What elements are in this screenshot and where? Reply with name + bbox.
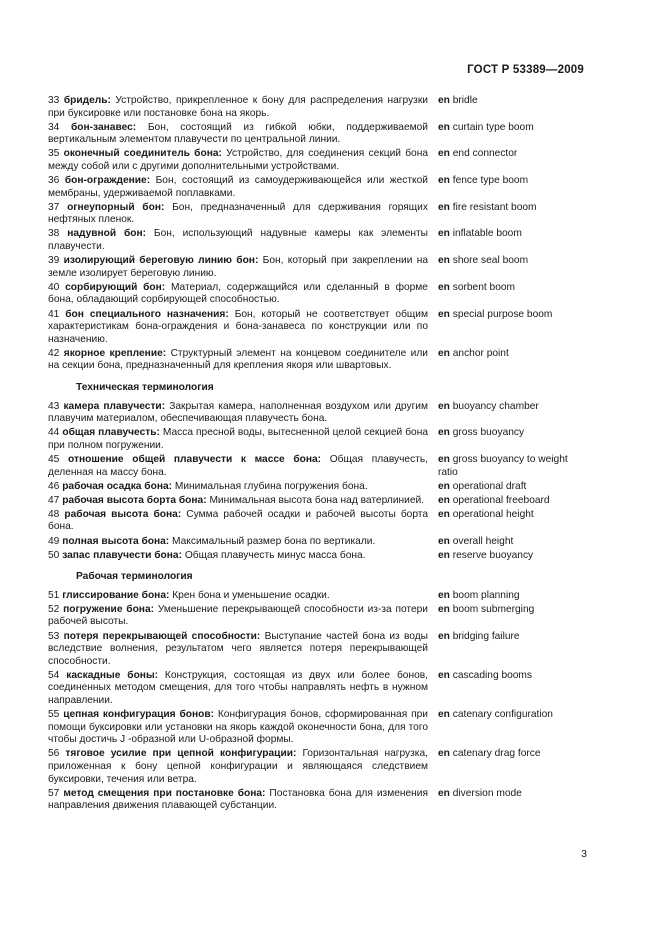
term-definition [48,481,428,494]
term-name: потеря перекрывающей способности: [63,630,261,642]
term-entry [48,454,586,479]
term-definition [48,788,428,813]
term-name: бон специального назначения: [65,308,229,320]
english-term: anchor point [452,347,509,359]
section-heading: Рабочая терминология [76,571,193,583]
term-definition [48,670,428,708]
term-number: 51 [48,589,60,601]
term-definition [48,590,428,603]
term-name: глиссирование бона: [62,589,170,601]
english-equivalent [438,550,586,563]
term-definition [48,175,428,200]
language-code: en [438,453,450,465]
english-term: buoyancy chamber [452,400,539,412]
term-entry [48,202,586,227]
definition-text: Постановка бона для изменения направления движения плавающей субстанции. [48,787,428,812]
term-entry [48,348,586,373]
term-entry [48,748,586,786]
term-entry [48,709,586,747]
term-name: сорбирующий бон: [65,281,166,293]
term-entry [48,148,586,173]
english-equivalent [438,255,586,268]
term-definition [48,282,428,307]
english-equivalent [438,670,586,683]
term-definition [48,348,428,373]
definition-text: Конструкция, состоящая из двух или более бонов, соединенных методом смещения, для того чтобы направлять нефть в нужном направлении. [48,669,428,707]
english-term: diversion mode [452,787,522,799]
term-name: погружение бона: [63,603,155,615]
term-number: 34 [48,121,60,133]
english-term: fire resistant boom [452,201,537,213]
english-term: special purpose boom [452,308,553,320]
term-number: 35 [48,148,60,160]
english-term: operational freeboard [452,494,550,506]
language-code: en [438,669,450,681]
language-code: en [438,603,450,615]
english-equivalent [438,427,586,440]
english-term: curtain type boom [452,121,534,133]
term-number: 44 [48,427,60,439]
term-definition [48,148,428,173]
term-number: 57 [48,787,60,799]
terms-list [48,95,586,814]
term-entry [48,550,586,563]
term-name: камера плавучести: [63,400,166,412]
term-entry [48,670,586,708]
term-definition [48,604,428,629]
language-code: en [438,480,450,492]
english-equivalent [438,748,586,761]
english-term: operational draft [452,480,527,492]
term-definition [48,228,428,253]
term-number: 36 [48,175,60,187]
term-name: отношение общей плавучести к массе бона: [68,453,322,465]
english-term: inflatable boom [452,228,522,240]
english-equivalent [438,309,586,322]
term-number: 54 [48,669,60,681]
term-name: общая плавучесть: [62,427,160,439]
term-entry [48,122,586,147]
english-term: gross buoyancy [452,427,525,439]
language-code: en [438,148,450,160]
term-entry [48,255,586,280]
definition-text: Уменьшение перекрывающей способности из-за потери рабочей высоты. [48,603,428,628]
term-entry [48,536,586,549]
definition-text: Общая плавучесть минус масса бона. [184,549,366,561]
term-name: полная высота бона: [62,535,170,547]
definition-text: Выступание частей бона из воды вследствие волнения, результатом чего является потеря перекрывающей способности. [48,630,428,667]
term-name: изолирующий береговую линию бон: [63,255,259,267]
english-equivalent [438,509,586,522]
term-name: оконечный соединитель бона: [63,148,222,160]
definition-text: Бон, состоящий из гибкой юбки, поддерживаемой вертикальным элементом плавучести по центральной линии. [48,121,428,146]
term-number: 53 [48,630,60,642]
term-entry [48,631,586,669]
definition-text: Сумма рабочей осадки и рабочей высоты борта бона. [48,508,428,533]
term-definition [48,122,428,147]
english-equivalent [438,454,586,479]
language-code: en [438,255,450,267]
term-definition [48,454,428,479]
term-entry [48,175,586,200]
definition-text: Материал, содержащийся или сделанный в форме бона, обладающий сорбирующей способностью. [48,281,428,306]
term-name: надувной бон: [67,228,147,240]
term-entry [48,788,586,813]
english-term: reserve buoyancy [452,549,534,561]
term-entry [48,509,586,534]
language-code: en [438,589,450,601]
term-number: 33 [48,95,60,106]
english-term: bridging failure [452,630,520,642]
language-code: en [438,748,450,760]
term-entry [48,481,586,494]
definition-text: Бон, состоящий из самоудерживающейся или жесткой мембраны, удерживаемой поплавками. [48,175,428,199]
definition-text: Масса пресной воды, вытесненной целой секцией бона при полном погружении. [48,427,428,451]
english-term: gross buoyancy to weight ratio [438,453,568,478]
term-definition [48,427,428,452]
term-number: 43 [48,400,60,412]
language-code: en [438,121,450,133]
term-definition [48,401,428,426]
term-number: 41 [48,308,60,320]
language-code: en [438,535,450,547]
definition-text: Бон, использующий надувные камеры как элементы плавучести. [48,228,428,253]
term-entry [48,309,586,347]
term-definition [48,748,428,786]
english-term: boom planning [452,589,520,601]
language-code: en [438,347,450,359]
definition-text: Максимальный размер бона по вертикали. [172,535,376,547]
language-code: en [438,787,450,799]
english-equivalent [438,536,586,549]
definition-text: Конфигурация бонов, сформированная при помощи буксировки или установки на якорь каждой оконечности бона, для того чтобы достичь J -образной или U-образной формы. [48,709,428,746]
definition-text: Минимальная глубина погружения бона. [174,480,368,492]
term-name: каскадные боны: [66,669,159,681]
english-term: sorbent boom [452,281,516,293]
definition-text: Минимальная высота бона над ватерлинией. [209,494,425,506]
english-equivalent [438,282,586,295]
term-definition [48,255,428,280]
language-code: en [438,228,450,240]
term-entry [48,495,586,508]
term-definition [48,536,428,549]
english-term: bridle [452,95,478,106]
term-number: 38 [48,228,60,240]
english-term: operational height [452,508,534,520]
term-entry [48,427,586,452]
english-term: shore seal boom [452,255,529,267]
language-code: en [438,494,450,506]
term-name: рабочая осадка бона: [62,480,173,492]
definition-text: Бон, предназначенный для сдерживания горящих нефтяных пленок. [48,201,428,226]
term-number: 52 [48,603,60,615]
english-equivalent [438,495,586,508]
term-name: рабочая высота борта бона: [62,494,207,506]
term-definition [48,495,428,508]
page-number: 3 [581,848,587,860]
term-number: 39 [48,255,60,267]
english-term: overall height [452,535,514,547]
term-definition [48,95,428,120]
language-code: en [438,281,450,293]
term-name: метод смещения при постановке бона: [63,787,266,799]
english-term: fence type boom [452,175,529,187]
term-name: рабочая высота бона: [64,508,182,520]
term-name: огнеупорный бон: [67,201,165,213]
english-term: cascading booms [452,669,533,681]
term-number: 37 [48,201,60,213]
definition-text: Бон, который при закреплении на земле изолирует береговую линию. [48,255,428,279]
term-number: 45 [48,453,60,465]
term-entry [48,604,586,629]
language-code: en [438,95,450,106]
term-definition [48,631,428,669]
definition-text: Горизонтальная нагрузка, приложенная к бону цепной конфигурации и являющаяся следствием буксировки, течения или ветра. [48,748,428,785]
english-equivalent [438,148,586,161]
language-code: en [438,630,450,642]
term-entry [48,590,586,603]
term-entry [48,95,586,120]
term-number: 56 [48,748,60,760]
english-equivalent [438,709,586,722]
english-equivalent [438,631,586,644]
english-equivalent [438,348,586,361]
english-equivalent [438,788,586,801]
language-code: en [438,308,450,320]
english-equivalent [438,228,586,241]
term-number: 42 [48,347,60,359]
english-term: boom submerging [452,603,535,615]
term-name: цепная конфигурация бонов: [63,709,214,721]
language-code: en [438,201,450,213]
term-number: 48 [48,508,60,520]
term-definition [48,309,428,347]
term-entry [48,401,586,426]
term-number: 50 [48,549,60,561]
term-definition [48,202,428,227]
english-equivalent [438,95,586,108]
english-equivalent [438,175,586,188]
english-equivalent [438,481,586,494]
term-number: 55 [48,709,60,721]
english-term: catenary configuration [452,709,553,721]
definition-text: Структурный элемент на концевом соединителе или на секции бона, предназначенный для крепления якоря или швартовых. [48,347,428,372]
term-name: тяговое усилие при цепной конфигурации: [65,748,297,760]
language-code: en [438,427,450,439]
section-heading: Техническая терминология [76,381,214,393]
english-term: end connector [452,148,518,160]
term-name: запас плавучести бона: [62,549,182,561]
english-equivalent [438,604,586,617]
term-number: 46 [48,480,60,492]
term-entry [48,228,586,253]
english-equivalent [438,401,586,414]
definition-text: Общая плавучесть, деленная на массу бона. [48,453,428,478]
term-number: 47 [48,494,60,506]
language-code: en [438,508,450,520]
term-definition [48,709,428,747]
definition-text: Устройство, прикрепленное к бону для распределения нагрузки при буксировке или постановке бона на якорь. [48,95,428,119]
term-number: 49 [48,535,60,547]
language-code: en [438,549,450,561]
term-definition [48,509,428,534]
language-code: en [438,400,450,412]
english-term: catenary drag force [452,748,541,760]
definition-text: Крен бона и уменьшение осадки. [172,589,330,601]
term-name: бон-занавес: [71,121,137,133]
definition-text: Закрытая камера, наполненная воздухом или другим плавучим материалом, обеспечивающая плавучесть бона. [48,400,428,425]
term-name: бридель: [63,95,111,106]
language-code: en [438,709,450,721]
definition-text: Бон, который не соответствует общим характеристикам бона-ограждения и бона-занавеса по конструкции или по назначению. [48,308,428,345]
term-number: 40 [48,281,60,293]
english-equivalent [438,202,586,215]
definition-text: Устройство, для соединения секций бона между собой или с другими дополнительными устройствами. [48,148,428,172]
term-name: якорное крепление: [63,347,167,359]
term-name: бон-ограждение: [64,175,151,187]
document-header: ГОСТ Р 53389—2009 [467,64,584,76]
english-equivalent [438,122,586,135]
term-entry [48,282,586,307]
english-equivalent [438,590,586,603]
term-definition [48,550,428,563]
language-code: en [438,175,450,187]
